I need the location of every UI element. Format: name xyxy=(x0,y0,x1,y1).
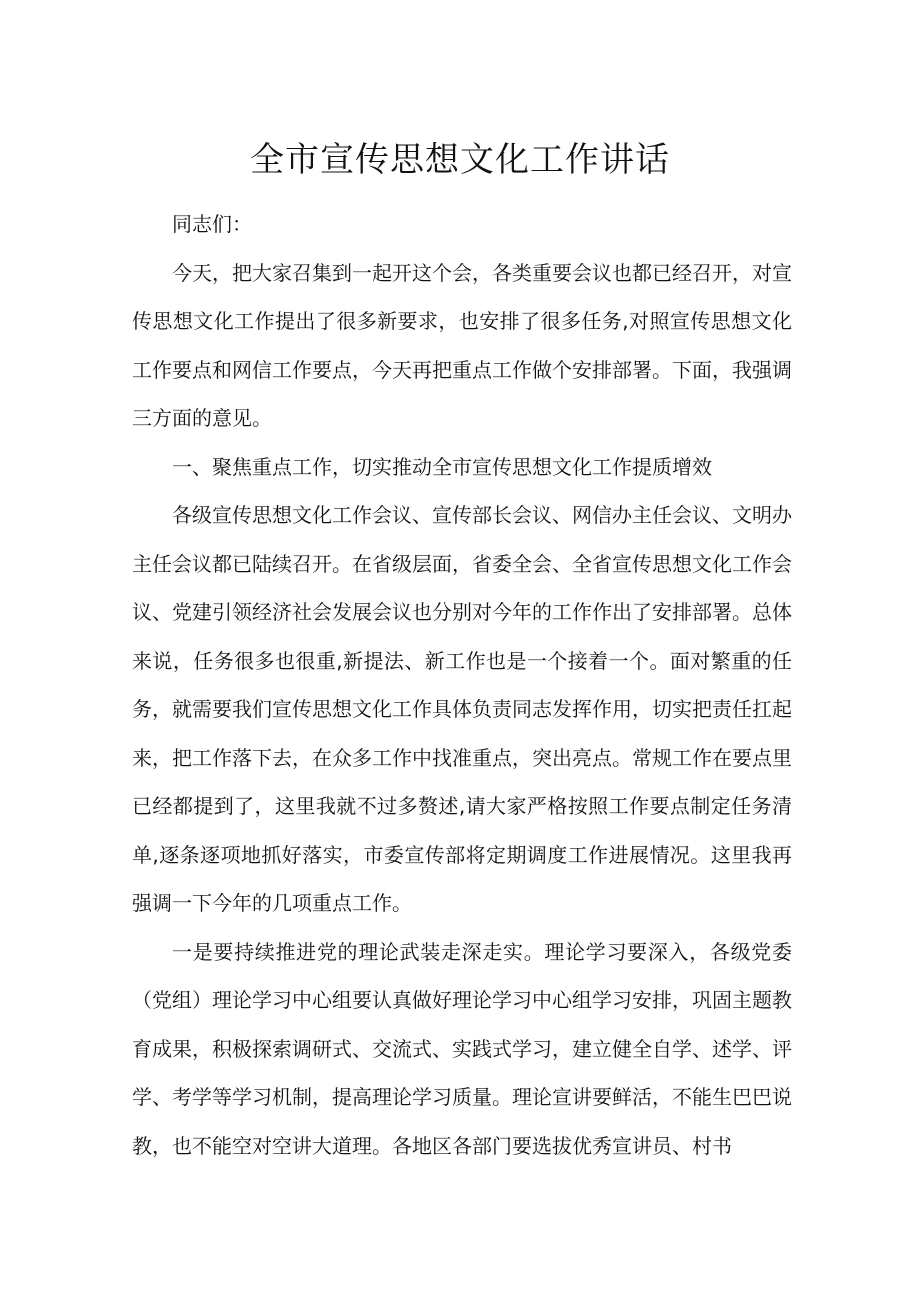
intro-paragraph: 今天，把大家召集到一起开这个会，各类重要会议也都已经召开，对宣传思想文化工作提出了很多新要求，也安排了很多任务,对照宣传思想文化工作要点和网信工作要点，今天再把重点工作做个安排部署。下面，我强调三方面的意见。 xyxy=(132,260,792,430)
document-title: 全市宣传思想文化工作讲话 xyxy=(250,140,670,180)
salutation-paragraph: 同志们： xyxy=(172,212,252,236)
document-body xyxy=(132,200,792,1170)
section-heading-1: 一、聚焦重点工作，切实推动全市宣传思想文化工作提质增效 xyxy=(172,454,712,479)
body-paragraph: 一是要持续推进党的理论武装走深走实。理论学习要深入，各级党委（党组）理论学习中心组要认真做好理论学习中心组学习安排，巩固主题教育成果，积极探索调研式、交流式、实践式学习，建立健全自学、述学、评学、考学等学习机制，提高理论学习质量。理论宣讲要鲜活，不能生巴巴说教，也不能空对空讲大道理。各地区各部门要选拔优秀宣讲员、村书 xyxy=(132,939,792,1158)
body-paragraph: 各级宣传思想文化工作会议、宣传部长会议、网信办主任会议、文明办主任会议都已陆续召开。在省级层面，省委全会、全省宣传思想文化工作会议、党建引领经济社会发展会议也分别对今年的工作作出了安排部署。总体来说，任务很多也很重,新提法、新工作也是一个接着一个。面对繁重的任务，就需要我们宣传思想文化工作具体负责同志发挥作用，切实把责任扛起来，把工作落下去，在众多工作中找准重点，突出亮点。常规工作在要点里已经都提到了，这里我就不过多赘述,请大家严格按照工作要点制定任务清单,逐条逐项地抓好落实，市委宣传部将定期调度工作进展情况。这里我再强调一下今年的几项重点工作。 xyxy=(132,503,792,915)
